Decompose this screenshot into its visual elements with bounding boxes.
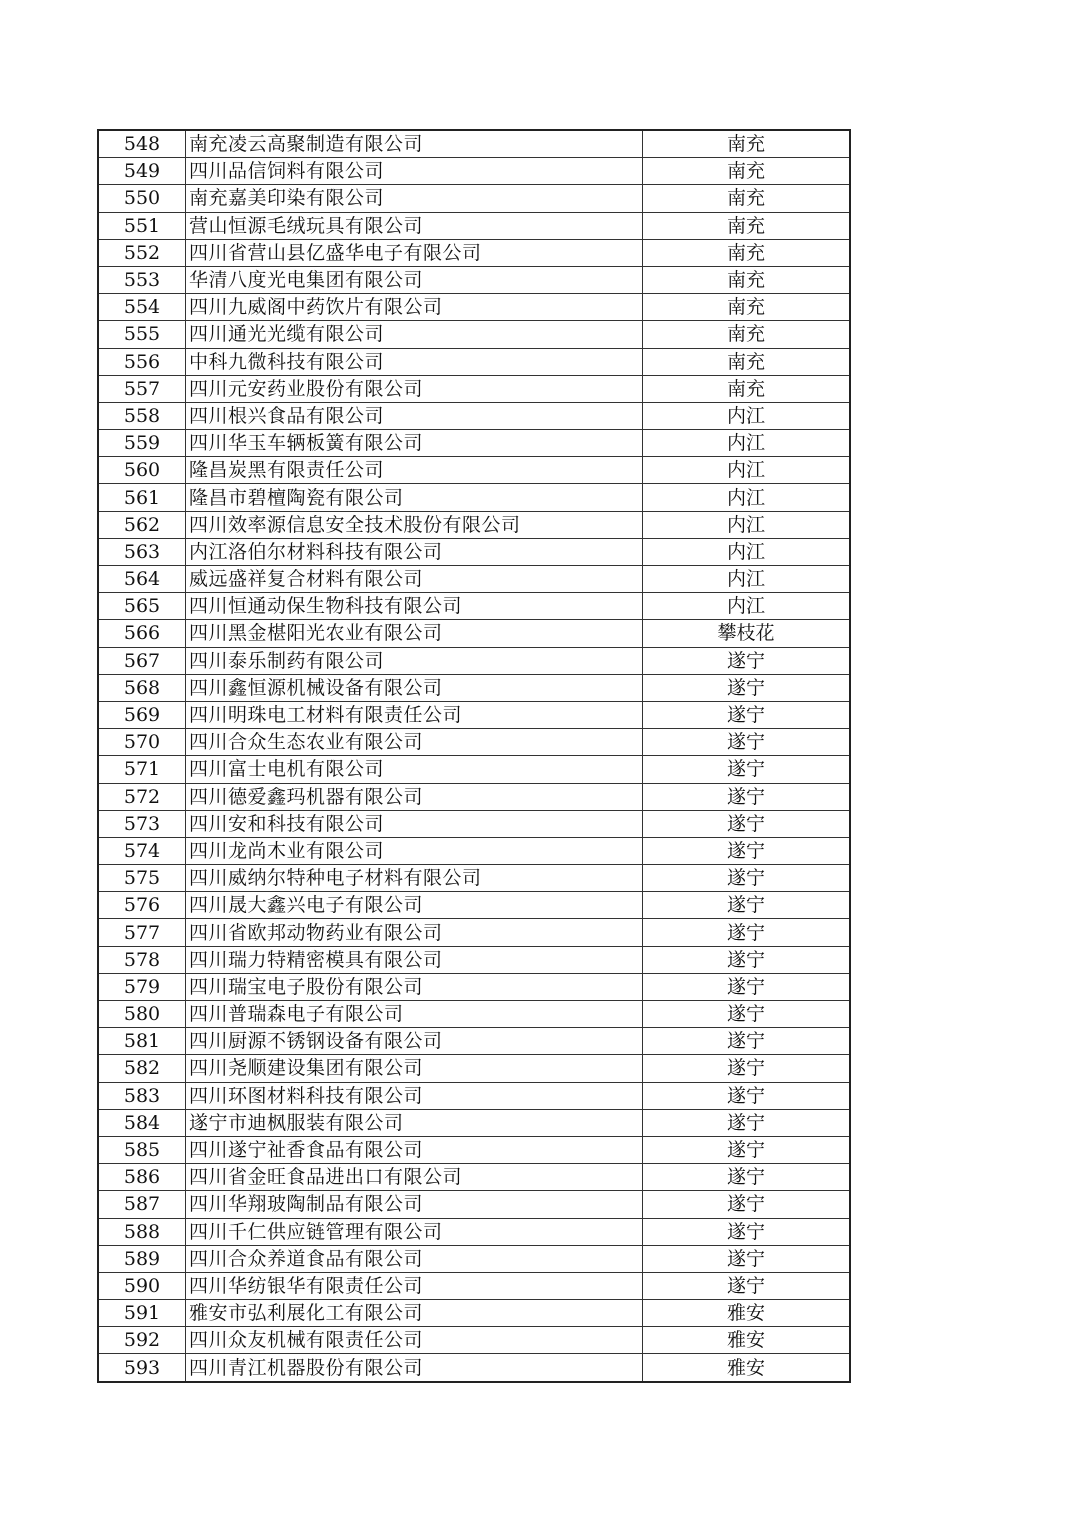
city-name: 南充 (643, 266, 851, 293)
row-number: 569 (98, 701, 186, 728)
row-number: 589 (98, 1245, 186, 1272)
city-name: 内江 (643, 430, 851, 457)
company-name: 四川千仁供应链管理有限公司 (186, 1218, 643, 1245)
table-row (98, 430, 850, 457)
table-row (98, 538, 850, 565)
table-row (98, 701, 850, 728)
company-name: 四川根兴食品有限公司 (186, 402, 643, 429)
row-number: 581 (98, 1028, 186, 1055)
city-name: 遂宁 (643, 1082, 851, 1109)
row-number: 554 (98, 294, 186, 321)
table-row (98, 647, 850, 674)
company-name: 四川安和科技有限公司 (186, 810, 643, 837)
city-name: 遂宁 (643, 946, 851, 973)
row-number: 550 (98, 185, 186, 212)
city-name: 雅安 (643, 1354, 851, 1382)
table-row (98, 729, 850, 756)
table-row (98, 756, 850, 783)
row-number: 582 (98, 1055, 186, 1082)
company-name: 四川华翔玻陶制品有限公司 (186, 1191, 643, 1218)
company-name: 四川瑞力特精密模具有限公司 (186, 946, 643, 973)
row-number: 592 (98, 1327, 186, 1354)
table-row (98, 1245, 850, 1272)
table-row (98, 402, 850, 429)
table-row (98, 1218, 850, 1245)
row-number: 562 (98, 511, 186, 538)
city-name: 遂宁 (643, 756, 851, 783)
row-number: 552 (98, 239, 186, 266)
company-name: 四川鑫恒源机械设备有限公司 (186, 674, 643, 701)
company-name: 四川九威阁中药饮片有限公司 (186, 294, 643, 321)
row-number: 568 (98, 674, 186, 701)
city-name: 遂宁 (643, 1191, 851, 1218)
company-name: 四川威纳尔特种电子材料有限公司 (186, 865, 643, 892)
city-name: 遂宁 (643, 837, 851, 864)
table-row (98, 239, 850, 266)
row-number: 563 (98, 538, 186, 565)
company-name: 雅安市弘利展化工有限公司 (186, 1300, 643, 1327)
company-name: 四川龙尚木业有限公司 (186, 837, 643, 864)
city-name: 雅安 (643, 1327, 851, 1354)
table-row (98, 375, 850, 402)
city-name: 南充 (643, 294, 851, 321)
company-name: 四川黑金椹阳光农业有限公司 (186, 620, 643, 647)
city-name: 遂宁 (643, 1218, 851, 1245)
row-number: 565 (98, 593, 186, 620)
row-number: 591 (98, 1300, 186, 1327)
company-name: 遂宁市迪枫服装有限公司 (186, 1109, 643, 1136)
table-row (98, 1001, 850, 1028)
row-number: 579 (98, 973, 186, 1000)
row-number: 560 (98, 457, 186, 484)
city-name: 遂宁 (643, 892, 851, 919)
city-name: 遂宁 (643, 1001, 851, 1028)
table-row (98, 1164, 850, 1191)
city-name: 攀枝花 (643, 620, 851, 647)
table-row (98, 593, 850, 620)
table-row (98, 837, 850, 864)
company-name: 营山恒源毛绒玩具有限公司 (186, 212, 643, 239)
table-row (98, 158, 850, 185)
table-row (98, 185, 850, 212)
row-number: 574 (98, 837, 186, 864)
city-name: 南充 (643, 239, 851, 266)
company-name: 南充嘉美印染有限公司 (186, 185, 643, 212)
table-row (98, 946, 850, 973)
table-row (98, 321, 850, 348)
row-number: 586 (98, 1164, 186, 1191)
company-name: 四川泰乐制药有限公司 (186, 647, 643, 674)
city-name: 内江 (643, 593, 851, 620)
table-row (98, 511, 850, 538)
city-name: 内江 (643, 511, 851, 538)
company-name: 四川省金旺食品进出口有限公司 (186, 1164, 643, 1191)
city-name: 内江 (643, 538, 851, 565)
company-name: 四川省欧邦动物药业有限公司 (186, 919, 643, 946)
company-name: 四川华纺银华有限责任公司 (186, 1272, 643, 1299)
city-name: 雅安 (643, 1300, 851, 1327)
row-number: 587 (98, 1191, 186, 1218)
table-row (98, 1327, 850, 1354)
row-number: 549 (98, 158, 186, 185)
row-number: 570 (98, 729, 186, 756)
row-number: 576 (98, 892, 186, 919)
row-number: 558 (98, 402, 186, 429)
table-row (98, 457, 850, 484)
company-name: 四川品信饲料有限公司 (186, 158, 643, 185)
city-name: 南充 (643, 130, 851, 158)
row-number: 566 (98, 620, 186, 647)
company-name: 四川青江机器股份有限公司 (186, 1354, 643, 1382)
table-row (98, 294, 850, 321)
company-name: 隆昌市碧檀陶瓷有限公司 (186, 484, 643, 511)
city-name: 遂宁 (643, 783, 851, 810)
table-row (98, 1191, 850, 1218)
city-name: 遂宁 (643, 919, 851, 946)
table-row (98, 783, 850, 810)
row-number: 573 (98, 810, 186, 837)
row-number: 567 (98, 647, 186, 674)
company-name: 中科九微科技有限公司 (186, 348, 643, 375)
company-name: 威远盛祥复合材料有限公司 (186, 566, 643, 593)
row-number: 588 (98, 1218, 186, 1245)
row-number: 564 (98, 566, 186, 593)
city-name: 内江 (643, 402, 851, 429)
company-name: 四川元安药业股份有限公司 (186, 375, 643, 402)
city-name: 遂宁 (643, 647, 851, 674)
company-name: 四川效率源信息安全技术股份有限公司 (186, 511, 643, 538)
city-name: 遂宁 (643, 1136, 851, 1163)
table-row (98, 892, 850, 919)
city-name: 南充 (643, 321, 851, 348)
company-name: 四川合众生态农业有限公司 (186, 729, 643, 756)
city-name: 南充 (643, 158, 851, 185)
row-number: 559 (98, 430, 186, 457)
city-name: 遂宁 (643, 1164, 851, 1191)
table-body (98, 130, 850, 1382)
company-name: 四川普瑞森电子有限公司 (186, 1001, 643, 1028)
company-name: 四川瑞宝电子股份有限公司 (186, 973, 643, 1000)
table-row (98, 620, 850, 647)
company-name: 四川尧顺建设集团有限公司 (186, 1055, 643, 1082)
table-row (98, 566, 850, 593)
company-name: 内江洛伯尔材料科技有限公司 (186, 538, 643, 565)
company-name: 四川合众养道食品有限公司 (186, 1245, 643, 1272)
row-number: 590 (98, 1272, 186, 1299)
city-name: 遂宁 (643, 729, 851, 756)
company-name: 四川通光光缆有限公司 (186, 321, 643, 348)
city-name: 遂宁 (643, 674, 851, 701)
company-name: 四川华玉车辆板簧有限公司 (186, 430, 643, 457)
row-number: 578 (98, 946, 186, 973)
city-name: 南充 (643, 212, 851, 239)
row-number: 583 (98, 1082, 186, 1109)
company-name: 四川德爱鑫玛机器有限公司 (186, 783, 643, 810)
table-row (98, 810, 850, 837)
city-name: 遂宁 (643, 1272, 851, 1299)
table-row (98, 1272, 850, 1299)
row-number: 580 (98, 1001, 186, 1028)
city-name: 遂宁 (643, 810, 851, 837)
city-name: 南充 (643, 375, 851, 402)
row-number: 556 (98, 348, 186, 375)
table-row (98, 1109, 850, 1136)
row-number: 571 (98, 756, 186, 783)
row-number: 593 (98, 1354, 186, 1382)
city-name: 内江 (643, 457, 851, 484)
table-row (98, 1055, 850, 1082)
table-row (98, 973, 850, 1000)
city-name: 遂宁 (643, 701, 851, 728)
table-row (98, 1354, 850, 1382)
city-name: 南充 (643, 185, 851, 212)
city-name: 遂宁 (643, 1055, 851, 1082)
row-number: 551 (98, 212, 186, 239)
company-name: 四川晟大鑫兴电子有限公司 (186, 892, 643, 919)
row-number: 575 (98, 865, 186, 892)
company-name: 四川富士电机有限公司 (186, 756, 643, 783)
company-name: 华清八度光电集团有限公司 (186, 266, 643, 293)
company-name: 四川恒通动保生物科技有限公司 (186, 593, 643, 620)
company-name: 四川省营山县亿盛华电子有限公司 (186, 239, 643, 266)
row-number: 561 (98, 484, 186, 511)
row-number: 572 (98, 783, 186, 810)
company-name: 南充凌云高聚制造有限公司 (186, 130, 643, 158)
table-row (98, 1136, 850, 1163)
row-number: 548 (98, 130, 186, 158)
table-row (98, 1300, 850, 1327)
row-number: 585 (98, 1136, 186, 1163)
company-name: 四川厨源不锈钢设备有限公司 (186, 1028, 643, 1055)
company-name: 四川众友机械有限责任公司 (186, 1327, 643, 1354)
city-name: 遂宁 (643, 865, 851, 892)
table-row (98, 1028, 850, 1055)
city-name: 遂宁 (643, 973, 851, 1000)
city-name: 南充 (643, 348, 851, 375)
table-row (98, 484, 850, 511)
row-number: 557 (98, 375, 186, 402)
table-row (98, 674, 850, 701)
city-name: 内江 (643, 566, 851, 593)
city-name: 遂宁 (643, 1028, 851, 1055)
company-name: 四川明珠电工材料有限责任公司 (186, 701, 643, 728)
table-row (98, 266, 850, 293)
table-row (98, 348, 850, 375)
company-name: 隆昌炭黑有限责任公司 (186, 457, 643, 484)
row-number: 577 (98, 919, 186, 946)
row-number: 553 (98, 266, 186, 293)
company-list-table (97, 129, 851, 1383)
row-number: 584 (98, 1109, 186, 1136)
city-name: 内江 (643, 484, 851, 511)
table-row (98, 130, 850, 158)
company-name: 四川遂宁祉香食品有限公司 (186, 1136, 643, 1163)
city-name: 遂宁 (643, 1245, 851, 1272)
table-row (98, 865, 850, 892)
table-row (98, 212, 850, 239)
city-name: 遂宁 (643, 1109, 851, 1136)
row-number: 555 (98, 321, 186, 348)
table-row (98, 1082, 850, 1109)
company-name: 四川环图材料科技有限公司 (186, 1082, 643, 1109)
table-row (98, 919, 850, 946)
